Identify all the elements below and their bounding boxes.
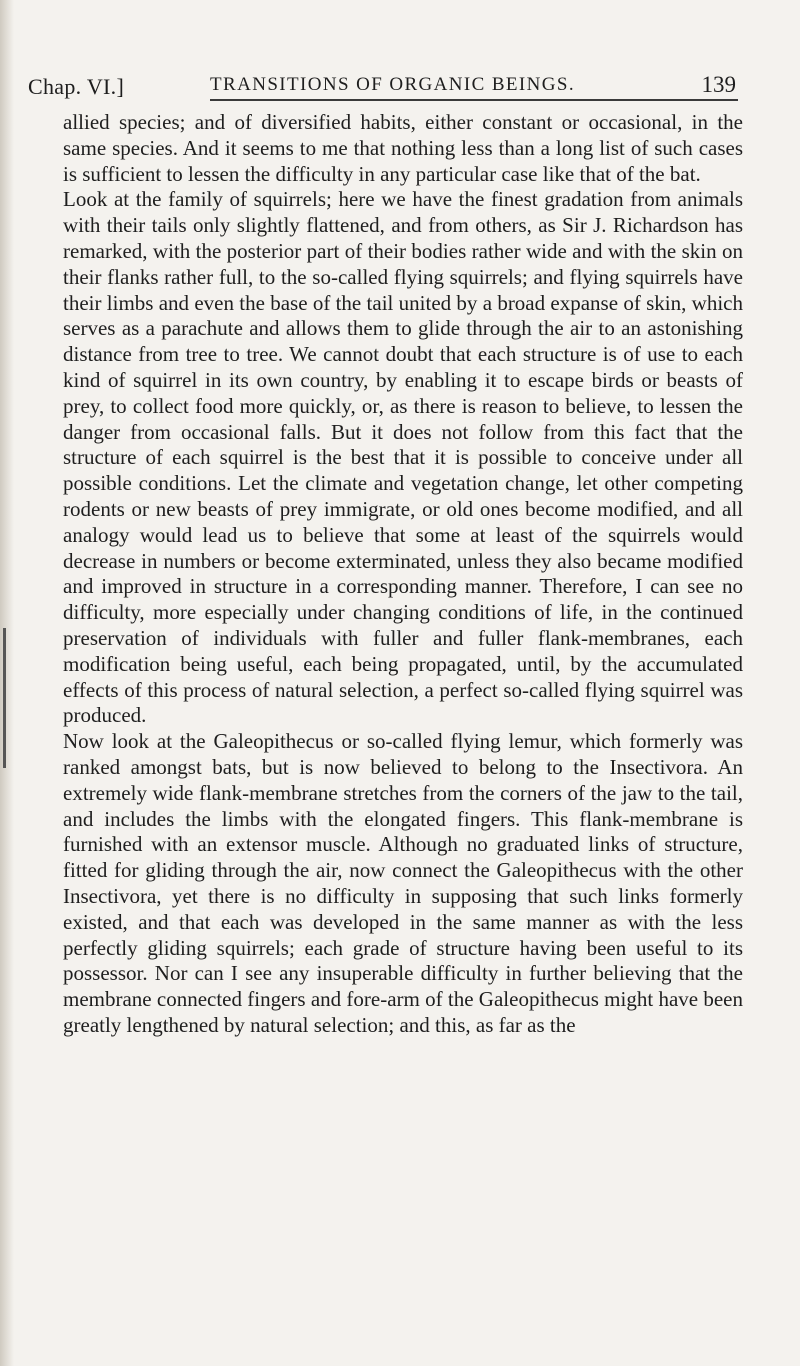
body-text xyxy=(63,110,743,1039)
header-rule xyxy=(210,99,738,101)
paragraph: Look at the family of squirrels; here we have the finest gradation from animals with their tails only slightly flattened, and from others, as Sir J. Richardson has remarked, with the posterior part of their bodies rather wide and with the skin on their flanks rather full, to the so-called flying squirrels; and flying squirrels have their limbs and even the base of the tail united by a broad expanse of skin, which serves as a parachute and allows them to glide through the air to an astonishing distance from tree to tree. We cannot doubt that each structure is of use to each kind of squirrel in its own country, by enabling it to escape birds or beasts of prey, to collect food more quickly, or, as there is reason to believe, to lessen the danger from occasional falls. But it does not follow from this fact that the structure of each squirrel is the best that it is possible to conceive under all possible conditions. Let the climate and vegetation change, let other competing rodents or new beasts of prey immigrate, or old ones become modified, and all analogy would lead us to believe that some at least of the squirrels would decrease in numbers or become exterminated, unless they also became modified and improved in structure in a corresponding manner. Therefore, I can see no difficulty, more especially under changing conditions of life, in the continued preservation of individuals with fuller and fuller flank-membranes, each modification being useful, each being propagated, until, by the accumulated effects of this process of natural selection, a perfect so-called flying squirrel was produced. xyxy=(63,187,743,728)
running-title: TRANSITIONS OF ORGANIC BEINGS. xyxy=(210,74,576,95)
chapter-label: Chap. VI.] xyxy=(28,74,125,99)
running-header xyxy=(28,68,740,98)
margin-mark xyxy=(3,628,6,768)
paragraph: Now look at the Galeopithecus or so-called flying lemur, which formerly was ranked amongst bats, but is now believed to belong to the Insectivora. An extremely wide flank-membrane stretches from the corners of the jaw to the tail, and includes the limbs with the elongated fingers. This flank-membrane is furnished with an extensor muscle. Although no graduated links of structure, fitted for gliding through the air, now connect the Galeopithecus with the other Insectivora, yet there is no difficulty in supposing that such links formerly existed, and that each was developed in the same manner as with the less perfectly gliding squirrels; each grade of structure having been useful to its possessor. Nor can I see any insuperable difficulty in further believing that the membrane connected fingers and fore-arm of the Galeopithecus might have been greatly lengthened by natural selection; and this, as far as the xyxy=(63,729,743,1037)
page-number: 139 xyxy=(701,72,736,97)
paragraph: allied species; and of diversified habits, either constant or occasional, in the same species. And it seems to me that nothing less than a long list of such cases is sufficient to lessen the difficulty in any particular case like that of the bat. xyxy=(63,110,743,186)
